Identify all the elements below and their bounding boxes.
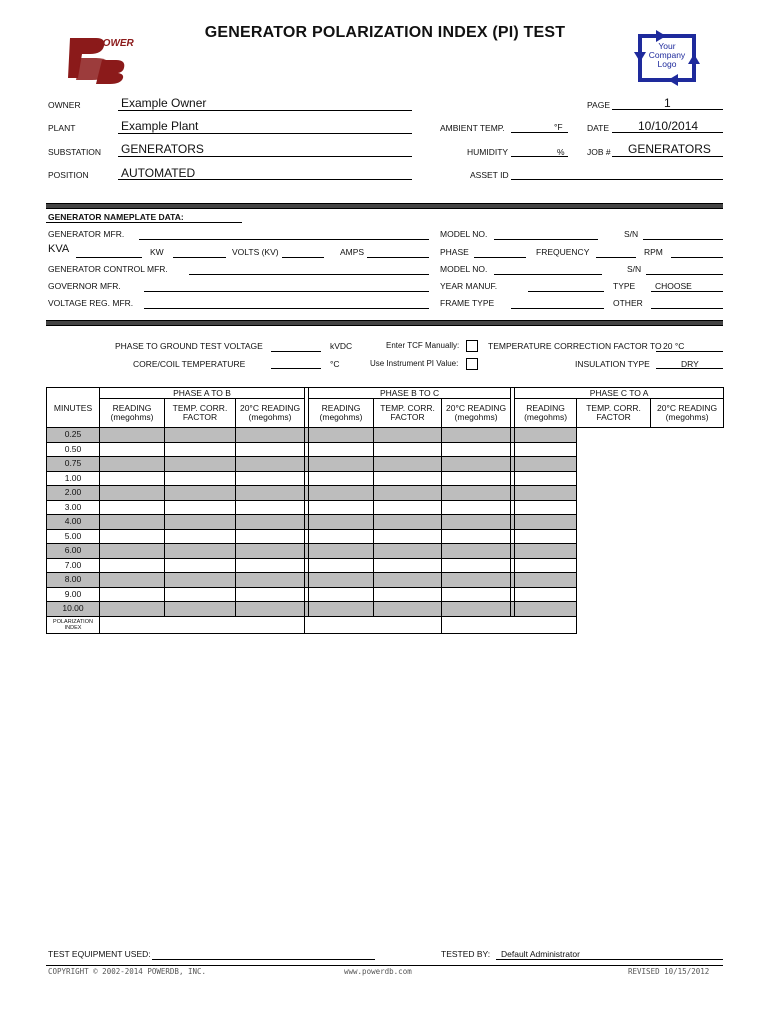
- reading-cell[interactable]: [165, 428, 236, 443]
- reading-cell[interactable]: [309, 558, 374, 573]
- company-logo-text: Your Company Logo: [648, 41, 686, 69]
- reading-cell[interactable]: [442, 486, 511, 501]
- page-number[interactable]: 1: [664, 96, 671, 110]
- reading-cell[interactable]: [309, 573, 374, 588]
- deg-c-unit: °C: [330, 359, 340, 369]
- date-value[interactable]: 10/10/2014: [638, 119, 699, 133]
- reading-cell[interactable]: [442, 500, 511, 515]
- reading-cell[interactable]: [100, 442, 165, 457]
- reading-cell[interactable]: [309, 500, 374, 515]
- reading-cell[interactable]: [165, 442, 236, 457]
- reading-cell[interactable]: [236, 515, 305, 530]
- table-row: [47, 573, 724, 588]
- test-equipment-label: TEST EQUIPMENT USED:: [48, 949, 151, 959]
- polarization-index-cell[interactable]: [305, 616, 442, 633]
- reading-cell[interactable]: [165, 573, 236, 588]
- control-mfr-label: GENERATOR CONTROL MFR.: [48, 264, 168, 274]
- reading-cell[interactable]: [442, 515, 511, 530]
- minutes-header: MINUTES: [47, 388, 100, 428]
- reading-cell[interactable]: [236, 587, 305, 602]
- website-text: www.powerdb.com: [344, 967, 412, 976]
- table-row: [47, 500, 724, 515]
- generator-mfr-label: GENERATOR MFR.: [48, 229, 125, 239]
- phase-2-tcf-header: TEMP. CORR. FACTOR: [374, 399, 442, 428]
- frequency-label: FREQUENCY: [536, 247, 590, 257]
- reading-cell[interactable]: [100, 515, 165, 530]
- minutes-cell: 2.00: [47, 486, 100, 501]
- phase-ground-voltage-label: PHASE TO GROUND TEST VOLTAGE: [115, 341, 263, 351]
- other-label: OTHER: [613, 298, 643, 308]
- reading-cell[interactable]: [165, 558, 236, 573]
- reading-cell[interactable]: [236, 558, 305, 573]
- phase-label: PHASE: [440, 247, 469, 257]
- reading-cell[interactable]: [165, 500, 236, 515]
- plant-label: PLANT: [48, 123, 76, 133]
- reading-cell[interactable]: [100, 529, 165, 544]
- reading-cell[interactable]: [236, 428, 305, 443]
- phase-3-reading-header: READING (megohms): [515, 399, 577, 428]
- reading-cell[interactable]: [309, 428, 374, 443]
- table-row: [47, 442, 724, 457]
- reading-cell[interactable]: [236, 573, 305, 588]
- minutes-cell: 0.25: [47, 428, 100, 443]
- kw-label: KW: [150, 247, 164, 257]
- polarization-index-label: POLARIZATION INDEX: [47, 616, 100, 633]
- asset-id-label: ASSET ID: [470, 170, 509, 180]
- reading-cell[interactable]: [100, 428, 165, 443]
- substation-label: SUBSTATION: [48, 147, 102, 157]
- owner-label: OWNER: [48, 100, 81, 110]
- reading-cell[interactable]: [442, 529, 511, 544]
- reading-cell[interactable]: [309, 457, 374, 472]
- reading-cell[interactable]: [515, 500, 577, 515]
- reading-cell[interactable]: [236, 486, 305, 501]
- reading-cell[interactable]: [309, 587, 374, 602]
- table-row: [47, 515, 724, 530]
- table-row: [47, 558, 724, 573]
- table-row: [47, 529, 724, 544]
- sn-2-label: S/N: [627, 264, 642, 274]
- reading-cell[interactable]: [165, 602, 236, 617]
- reading-cell[interactable]: [374, 515, 442, 530]
- phase-b-c-header: PHASE B TO C: [309, 388, 511, 399]
- page-label: PAGE: [587, 100, 610, 110]
- reading-cell[interactable]: [442, 471, 511, 486]
- minutes-cell: 5.00: [47, 529, 100, 544]
- use-pi-label: Use Instrument PI Value:: [370, 359, 459, 368]
- reading-cell[interactable]: [236, 457, 305, 472]
- reading-cell[interactable]: [515, 587, 577, 602]
- reading-cell[interactable]: [374, 428, 442, 443]
- date-label: DATE: [587, 123, 610, 133]
- reading-cell[interactable]: [309, 442, 374, 457]
- reading-cell[interactable]: [442, 558, 511, 573]
- polarization-index-cell[interactable]: [442, 616, 577, 633]
- reading-cell[interactable]: [515, 558, 577, 573]
- reading-cell[interactable]: [236, 529, 305, 544]
- ambient-temp-unit: °F: [554, 122, 563, 132]
- reading-cell[interactable]: [236, 442, 305, 457]
- job-value[interactable]: GENERATORS: [628, 142, 711, 156]
- reading-cell[interactable]: [309, 471, 374, 486]
- reading-cell[interactable]: [100, 500, 165, 515]
- reading-cell[interactable]: [442, 587, 511, 602]
- reading-cell[interactable]: [236, 544, 305, 559]
- reading-cell[interactable]: [515, 428, 577, 443]
- reading-cell[interactable]: [165, 471, 236, 486]
- type-select[interactable]: CHOOSE: [655, 281, 692, 291]
- reading-cell[interactable]: [100, 587, 165, 602]
- minutes-cell: 8.00: [47, 573, 100, 588]
- phase-3-20c-header: 20°C READING (megohms): [651, 399, 724, 428]
- reading-cell[interactable]: [100, 602, 165, 617]
- reading-cell[interactable]: [374, 486, 442, 501]
- reading-cell[interactable]: [100, 573, 165, 588]
- reading-cell[interactable]: [374, 442, 442, 457]
- table-row: [47, 602, 724, 617]
- phase-2-20c-header: 20°C READING (megohms): [442, 399, 511, 428]
- reading-cell[interactable]: [515, 544, 577, 559]
- phase-2-reading-header: READING (megohms): [309, 399, 374, 428]
- reading-cell[interactable]: [374, 602, 442, 617]
- plant-value[interactable]: Example Plant: [121, 119, 199, 133]
- minutes-cell: 9.00: [47, 587, 100, 602]
- model-no-label: MODEL NO.: [440, 229, 488, 239]
- minutes-cell: 4.00: [47, 515, 100, 530]
- table-row: [47, 471, 724, 486]
- substation-value[interactable]: GENERATORS: [121, 142, 204, 156]
- tested-by-value[interactable]: Default Administrator: [501, 949, 580, 959]
- position-label: POSITION: [48, 170, 89, 180]
- reading-cell[interactable]: [374, 500, 442, 515]
- polarization-index-row: [47, 616, 724, 633]
- reading-cell[interactable]: [309, 544, 374, 559]
- reading-cell[interactable]: [100, 558, 165, 573]
- phase-1-tcf-header: TEMP. CORR. FACTOR: [165, 399, 236, 428]
- reading-cell[interactable]: [515, 471, 577, 486]
- tcf-value[interactable]: 20 °C: [663, 341, 685, 351]
- reading-cell[interactable]: [374, 471, 442, 486]
- reading-cell[interactable]: [442, 544, 511, 559]
- enter-tcf-checkbox[interactable]: [466, 340, 478, 352]
- reading-cell[interactable]: [236, 602, 305, 617]
- minutes-cell: 1.00: [47, 471, 100, 486]
- minutes-cell: 0.50: [47, 442, 100, 457]
- reading-cell[interactable]: [515, 442, 577, 457]
- governor-mfr-label: GOVERNOR MFR.: [48, 281, 121, 291]
- reading-cell[interactable]: [309, 602, 374, 617]
- copyright-text: COPYRIGHT © 2002-2014 POWERDB, INC.: [48, 967, 207, 976]
- core-temp-label: CORE/COIL TEMPERATURE: [133, 359, 246, 369]
- volts-label: VOLTS (KV): [232, 247, 279, 257]
- phase-3-tcf-header: TEMP. CORR. FACTOR: [577, 399, 651, 428]
- reading-cell[interactable]: [309, 515, 374, 530]
- reading-cell[interactable]: [165, 529, 236, 544]
- table-row: [47, 486, 724, 501]
- reading-cell[interactable]: [100, 457, 165, 472]
- insulation-type-value[interactable]: DRY: [681, 359, 699, 369]
- reading-cell[interactable]: [100, 486, 165, 501]
- reading-cell[interactable]: [236, 471, 305, 486]
- reading-cell[interactable]: [309, 529, 374, 544]
- enter-tcf-label: Enter TCF Manually:: [386, 341, 460, 350]
- use-pi-checkbox[interactable]: [466, 358, 478, 370]
- reading-cell[interactable]: [442, 442, 511, 457]
- reading-cell[interactable]: [515, 486, 577, 501]
- minutes-cell: 7.00: [47, 558, 100, 573]
- reading-cell[interactable]: [515, 529, 577, 544]
- table-row: [47, 587, 724, 602]
- page-title: GENERATOR POLARIZATION INDEX (PI) TEST: [204, 24, 566, 41]
- nameplate-heading: GENERATOR NAMEPLATE DATA:: [48, 212, 184, 222]
- reading-cell[interactable]: [515, 515, 577, 530]
- revised-text: REVISED 10/15/2012: [628, 967, 710, 976]
- polarization-index-cell[interactable]: [100, 616, 305, 633]
- reading-cell[interactable]: [442, 573, 511, 588]
- logo-power-text: POWER: [96, 38, 134, 49]
- reading-cell[interactable]: [100, 544, 165, 559]
- minutes-cell: 6.00: [47, 544, 100, 559]
- tested-by-label: TESTED BY:: [441, 949, 491, 959]
- table-row: [47, 544, 724, 559]
- phase-1-20c-header: 20°C READING (megohms): [236, 399, 305, 428]
- frame-type-label: FRAME TYPE: [440, 298, 495, 308]
- phase-1-reading-header: READING (megohms): [100, 399, 165, 428]
- humidity-label: HUMIDITY: [467, 147, 509, 157]
- type-label: TYPE: [613, 281, 636, 291]
- section-divider: [46, 203, 723, 209]
- ambient-temp-label: AMBIENT TEMP.: [440, 123, 505, 133]
- position-value[interactable]: AUTOMATED: [121, 166, 196, 180]
- sn-label: S/N: [624, 229, 639, 239]
- job-label: JOB #: [587, 147, 611, 157]
- minutes-cell: 10.00: [47, 602, 100, 617]
- reading-cell[interactable]: [165, 544, 236, 559]
- minutes-cell: 0.75: [47, 457, 100, 472]
- reading-cell[interactable]: [515, 573, 577, 588]
- reading-cell[interactable]: [100, 471, 165, 486]
- insulation-type-label: INSULATION TYPE: [575, 359, 650, 369]
- reading-cell[interactable]: [374, 544, 442, 559]
- year-manuf-label: YEAR MANUF.: [440, 281, 498, 291]
- reading-cell[interactable]: [165, 515, 236, 530]
- tcf-label: TEMPERATURE CORRECTION FACTOR TO: [488, 341, 662, 351]
- reading-cell[interactable]: [515, 602, 577, 617]
- reading-cell[interactable]: [374, 457, 442, 472]
- reading-cell[interactable]: [442, 428, 511, 443]
- rpm-label: RPM: [644, 247, 663, 257]
- kvdc-unit: kVDC: [330, 341, 353, 351]
- powerdb-logo: [66, 30, 132, 84]
- section-divider-2: [46, 320, 723, 326]
- reading-cell[interactable]: [515, 457, 577, 472]
- reading-cell[interactable]: [165, 457, 236, 472]
- minutes-cell: 3.00: [47, 500, 100, 515]
- pi-readings-table: [46, 387, 724, 634]
- reading-cell[interactable]: [236, 500, 305, 515]
- reading-cell[interactable]: [165, 486, 236, 501]
- model-no-2-label: MODEL NO.: [440, 264, 488, 274]
- reading-cell[interactable]: [374, 558, 442, 573]
- humidity-unit: %: [557, 147, 565, 157]
- reading-cell[interactable]: [374, 587, 442, 602]
- company-logo: [632, 30, 702, 88]
- reading-cell[interactable]: [442, 602, 511, 617]
- reading-cell[interactable]: [165, 587, 236, 602]
- table-row: [47, 457, 724, 472]
- amps-label: AMPS: [340, 247, 365, 257]
- phase-c-a-header: PHASE C TO A: [515, 388, 724, 399]
- table-row: [47, 428, 724, 443]
- reading-cell[interactable]: [309, 486, 374, 501]
- reading-cell[interactable]: [442, 457, 511, 472]
- reading-cell[interactable]: [374, 573, 442, 588]
- voltage-reg-mfr-label: VOLTAGE REG. MFR.: [48, 298, 134, 308]
- owner-value[interactable]: Example Owner: [121, 96, 207, 110]
- phase-a-b-header: PHASE A TO B: [100, 388, 305, 399]
- reading-cell[interactable]: [374, 529, 442, 544]
- kva-label: KVA: [48, 243, 70, 255]
